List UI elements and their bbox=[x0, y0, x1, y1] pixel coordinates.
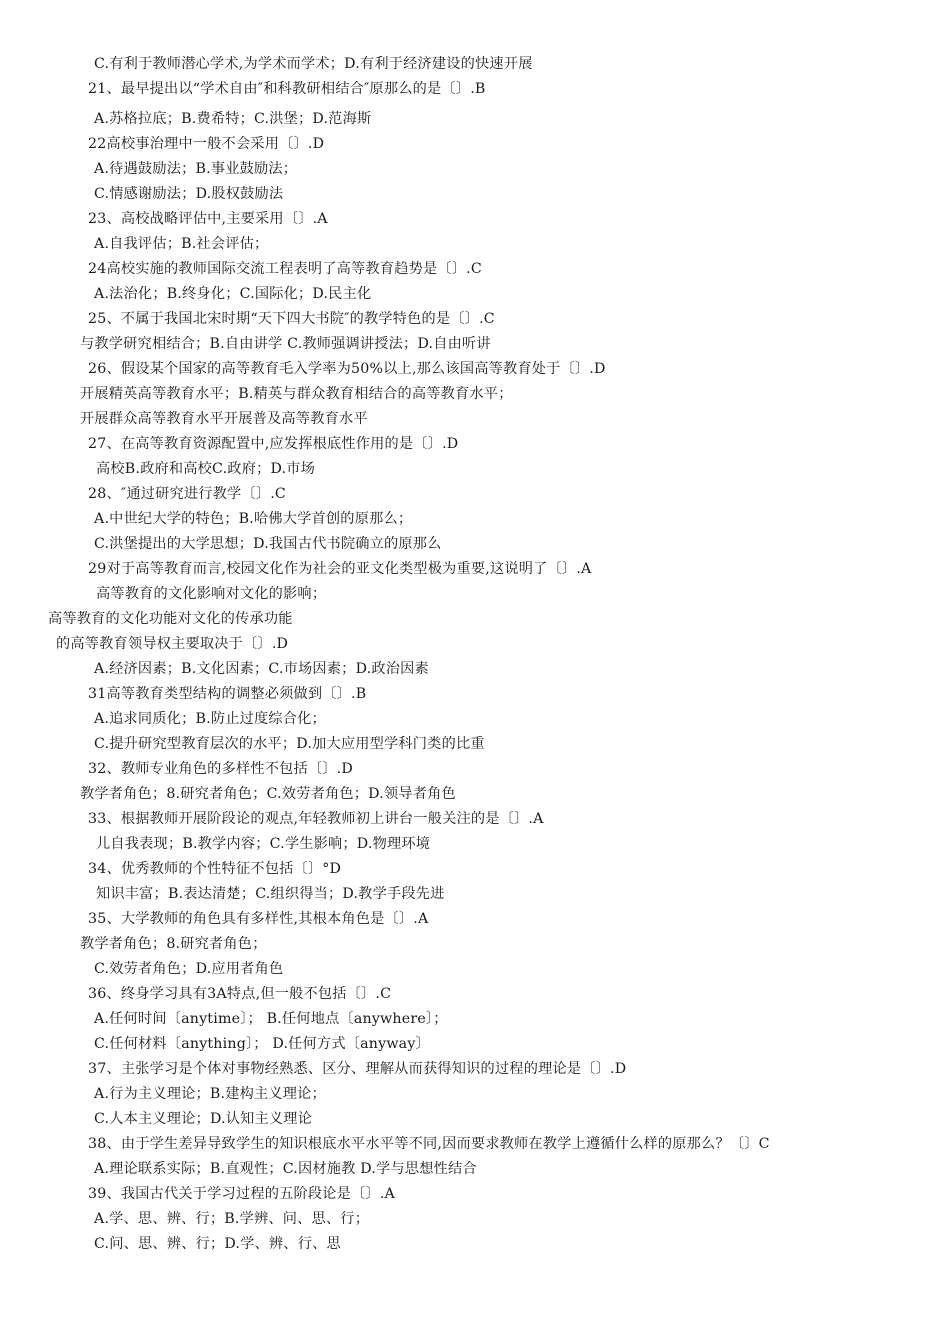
text-line: A.任何时间〔anytime〕； B.任何地点〔anywhere〕； bbox=[94, 1011, 448, 1027]
text-line: C.人本主义理论；D.认知主义理论 bbox=[94, 1111, 313, 1127]
text-line: 教学者角色；8.研究者角色； bbox=[80, 936, 267, 952]
question-23: 23、高校战略评估中,主要采用〔〕.A bbox=[88, 211, 328, 227]
text-line: 教学者角色；8.研究者角色；C.效劳者角色；D.领导者角色 bbox=[80, 786, 456, 802]
question-34: 34、优秀教师的个性特征不包括〔〕°D bbox=[88, 861, 342, 877]
text-line: A.追求同质化；B.防止过度综合化； bbox=[94, 711, 326, 727]
text-line: 高等教育的文化影响对文化的影响； bbox=[96, 586, 327, 602]
text-line: C.问、思、辨、行；D.学、辨、行、思 bbox=[94, 1236, 341, 1252]
text-line: A.自我评估；B.社会评估； bbox=[94, 236, 269, 252]
question-26: 26、假设某个国家的高等教育毛入学率为50%以上,那么该国高等教育处于〔〕.D bbox=[88, 361, 606, 377]
question-22: 22高校事治理中一般不会采用〔〕.D bbox=[88, 136, 325, 152]
text-line: 的高等教育领导权主要取决于〔〕.D bbox=[56, 636, 289, 652]
question-24: 24高校实施的教师国际交流工程表明了高等教育趋势是〔〕.C bbox=[88, 261, 482, 277]
question-33: 33、根据教师开展阶段论的观点,年轻教师初上讲台一般关注的是〔〕.A bbox=[88, 811, 544, 827]
text-line: C.提升研究型教育层次的水平；D.加大应用型学科门类的比重 bbox=[94, 736, 485, 752]
question-39: 39、我国古代关于学习过程的五阶段论是〔〕.A bbox=[88, 1186, 395, 1202]
question-36: 36、终身学习具有3A特点,但一般不包括〔〕.C bbox=[88, 986, 392, 1002]
text-line: A.理论联系实际；B.直观性；C.因材施教 D.学与思想性结合 bbox=[94, 1161, 477, 1177]
question-37: 37、主张学习是个体对事物经熟悉、区分、理解从而获得知识的过程的理论是〔〕.D bbox=[88, 1061, 627, 1077]
text-line: C.任何材料〔anything〕； D.任何方式〔anyway〕 bbox=[94, 1036, 430, 1052]
text-line: 高等教育的文化功能对文化的传承功能 bbox=[48, 611, 293, 627]
question-28: 28、″通过研究进行教学〔〕.C bbox=[88, 486, 286, 502]
text-line: A.学、思、辨、行；B.学辨、问、思、行； bbox=[94, 1211, 370, 1227]
text-line: 儿自我表现；B.教学内容；C.学生影响；D.物理环境 bbox=[96, 836, 431, 852]
text-line: 知识丰富；B.表达清楚；C.组织得当；D.教学手段先进 bbox=[96, 886, 445, 902]
text-line: C.有利于教师潜心学术,为学术而学术；D.有利于经济建设的快速开展 bbox=[94, 56, 533, 72]
text-line: C.洪堡提出的大学思想；D.我国古代书院确立的原那么 bbox=[94, 536, 442, 552]
text-line: A.苏格拉底；B.费希特；C.洪堡；D.范海斯 bbox=[94, 111, 372, 127]
text-line: 与教学研究相结合；B.自由讲学 C.教师强调讲授法；D.自由听讲 bbox=[80, 336, 491, 352]
text-line: A.待遇鼓励法；B.事业鼓励法； bbox=[94, 161, 298, 177]
text-line: 开展精英高等教育水平；B.精英与群众教育相结合的高等教育水平； bbox=[80, 386, 513, 402]
question-21: 21、最早提出以“学术自由″和科教研相结合″原那么的是〔〕.B bbox=[88, 81, 486, 97]
question-29: 29对于高等教育而言,校园文化作为社会的亚文化类型极为重要,这说明了〔〕.A bbox=[88, 561, 592, 577]
text-line: A.行为主义理论；B.建构主义理论； bbox=[94, 1086, 326, 1102]
text-line: A.中世纪大学的特色；B.哈佛大学首创的原那么； bbox=[94, 511, 413, 527]
text-line: A.法治化；B.终身化；C.国际化；D.民主化 bbox=[94, 286, 372, 302]
text-line: C.效劳者角色；D.应用者角色 bbox=[94, 961, 284, 977]
question-31: 31高等教育类型结构的调整必须做到〔〕.B bbox=[88, 686, 367, 702]
question-27: 27、在高等教育资源配置中,应发挥根底性作用的是〔〕.D bbox=[88, 436, 459, 452]
text-line: A.经济因素；B.文化因素；C.市场因素；D.政治因素 bbox=[94, 661, 429, 677]
text-line: 开展群众高等教育水平开展普及高等教育水平 bbox=[80, 411, 368, 427]
text-line: 高校B.政府和高校C.政府；D.市场 bbox=[96, 461, 316, 477]
question-35: 35、大学教师的角色具有多样性,其根本角色是〔〕.A bbox=[88, 911, 429, 927]
question-25: 25、不属于我国北宋时期“天下四大书院″的教学特色的是〔〕.C bbox=[88, 311, 495, 327]
question-32: 32、教师专业角色的多样性不包括〔〕.D bbox=[88, 761, 353, 777]
question-38: 38、由于学生差异导致学生的知识根底水平水平等不同,因而要求教师在教学上遵循什么样的原那么？〔〕C bbox=[88, 1136, 770, 1152]
text-line: C.情感谢励法；D.股权鼓励法 bbox=[94, 186, 284, 202]
